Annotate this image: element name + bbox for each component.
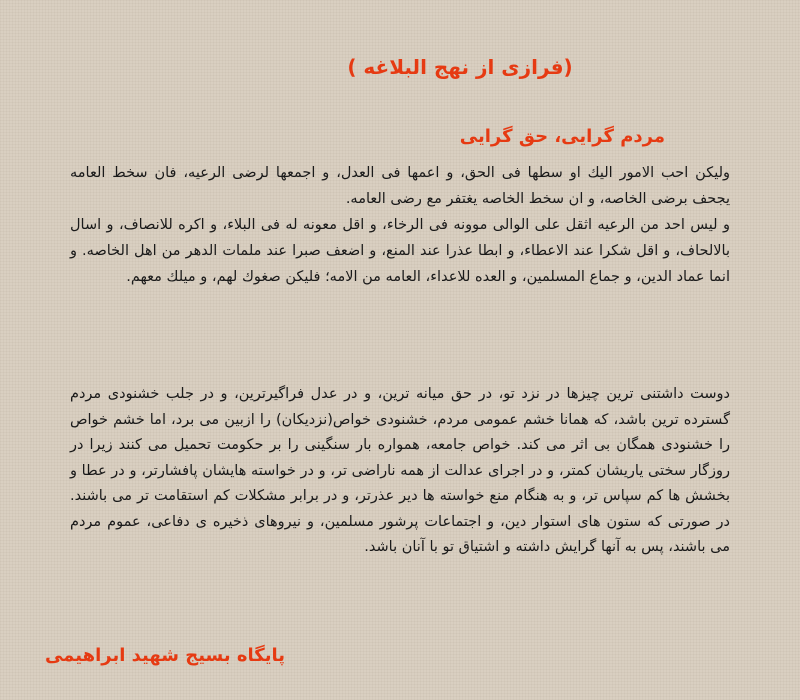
document-title: (فرازی از نهج البلاغه ) [347,55,573,79]
persian-text-block [70,382,730,561]
arabic-paragraph: و ليس احد من الرعيه اثقل على الوالى موونه فى الرخاء، و اقل معونه له فى البلاء، و اكره للانصاف، و اسال بالالحاف، و اقل شكرا عند الاعطاء، و ابطا عذرا عند المنع، و اضعف صبرا عند ملمات الدهر من اهل الخاصه. و انما عماد الدين، و جماع المسلمين، و العده للاعداء، العامه من الامه؛ فليكن صغوك لهم، و ميلك معهم. [70,217,730,285]
persian-paragraph: دوست داشتنی ترین چیزها در نزد تو، در حق میانه ترین، و در عدل فراگیرترین، و در جلب خشنودی مردم گسترده ترین باشد، که همانا خشم عمومی مردم، خشنودی خواص(نزدیکان) را ازبین می برد، اما خشم خواص را خشنودی همگان بی اثر می کند. خواص جامعه، همواره بار سنگینی را بر حکومت تحمیل می کنند زیرا در روزگار سختی یاریشان کمتر، و در اجرای عدالت از همه ناراضی تر، و در خواسته هایشان پافشارتر، و در عطا و بخشش ها کم سپاس تر، و به هنگام منع خواسته ها دیر عذرتر، و در برابر مشکلات کم استقامت تر می باشند. در صورتی که ستون های استوار دین، و اجتماعات پرشور مسلمین، و نیروهای ذخیره ی دفاعی، عموم مردم می باشند، پس به آنها گرایش داشته و اشتیاق تو با آنان باشد. [70,386,730,555]
section-heading: مردم گرایی، حق گرایی [459,126,665,147]
arabic-paragraph: وليكن احب الامور اليك او سطها فى الحق، و اعمها فى العدل، و اجمعها لرضى الرعيه، فان سخط العامه يجحف برضى الخاصه، و ان سخط الخاصه يغتفر مع رضى العامه. [70,165,730,207]
arabic-text-block [70,160,730,290]
footer-signature: پایگاه بسیج شهید ابراهیمی [44,645,286,666]
